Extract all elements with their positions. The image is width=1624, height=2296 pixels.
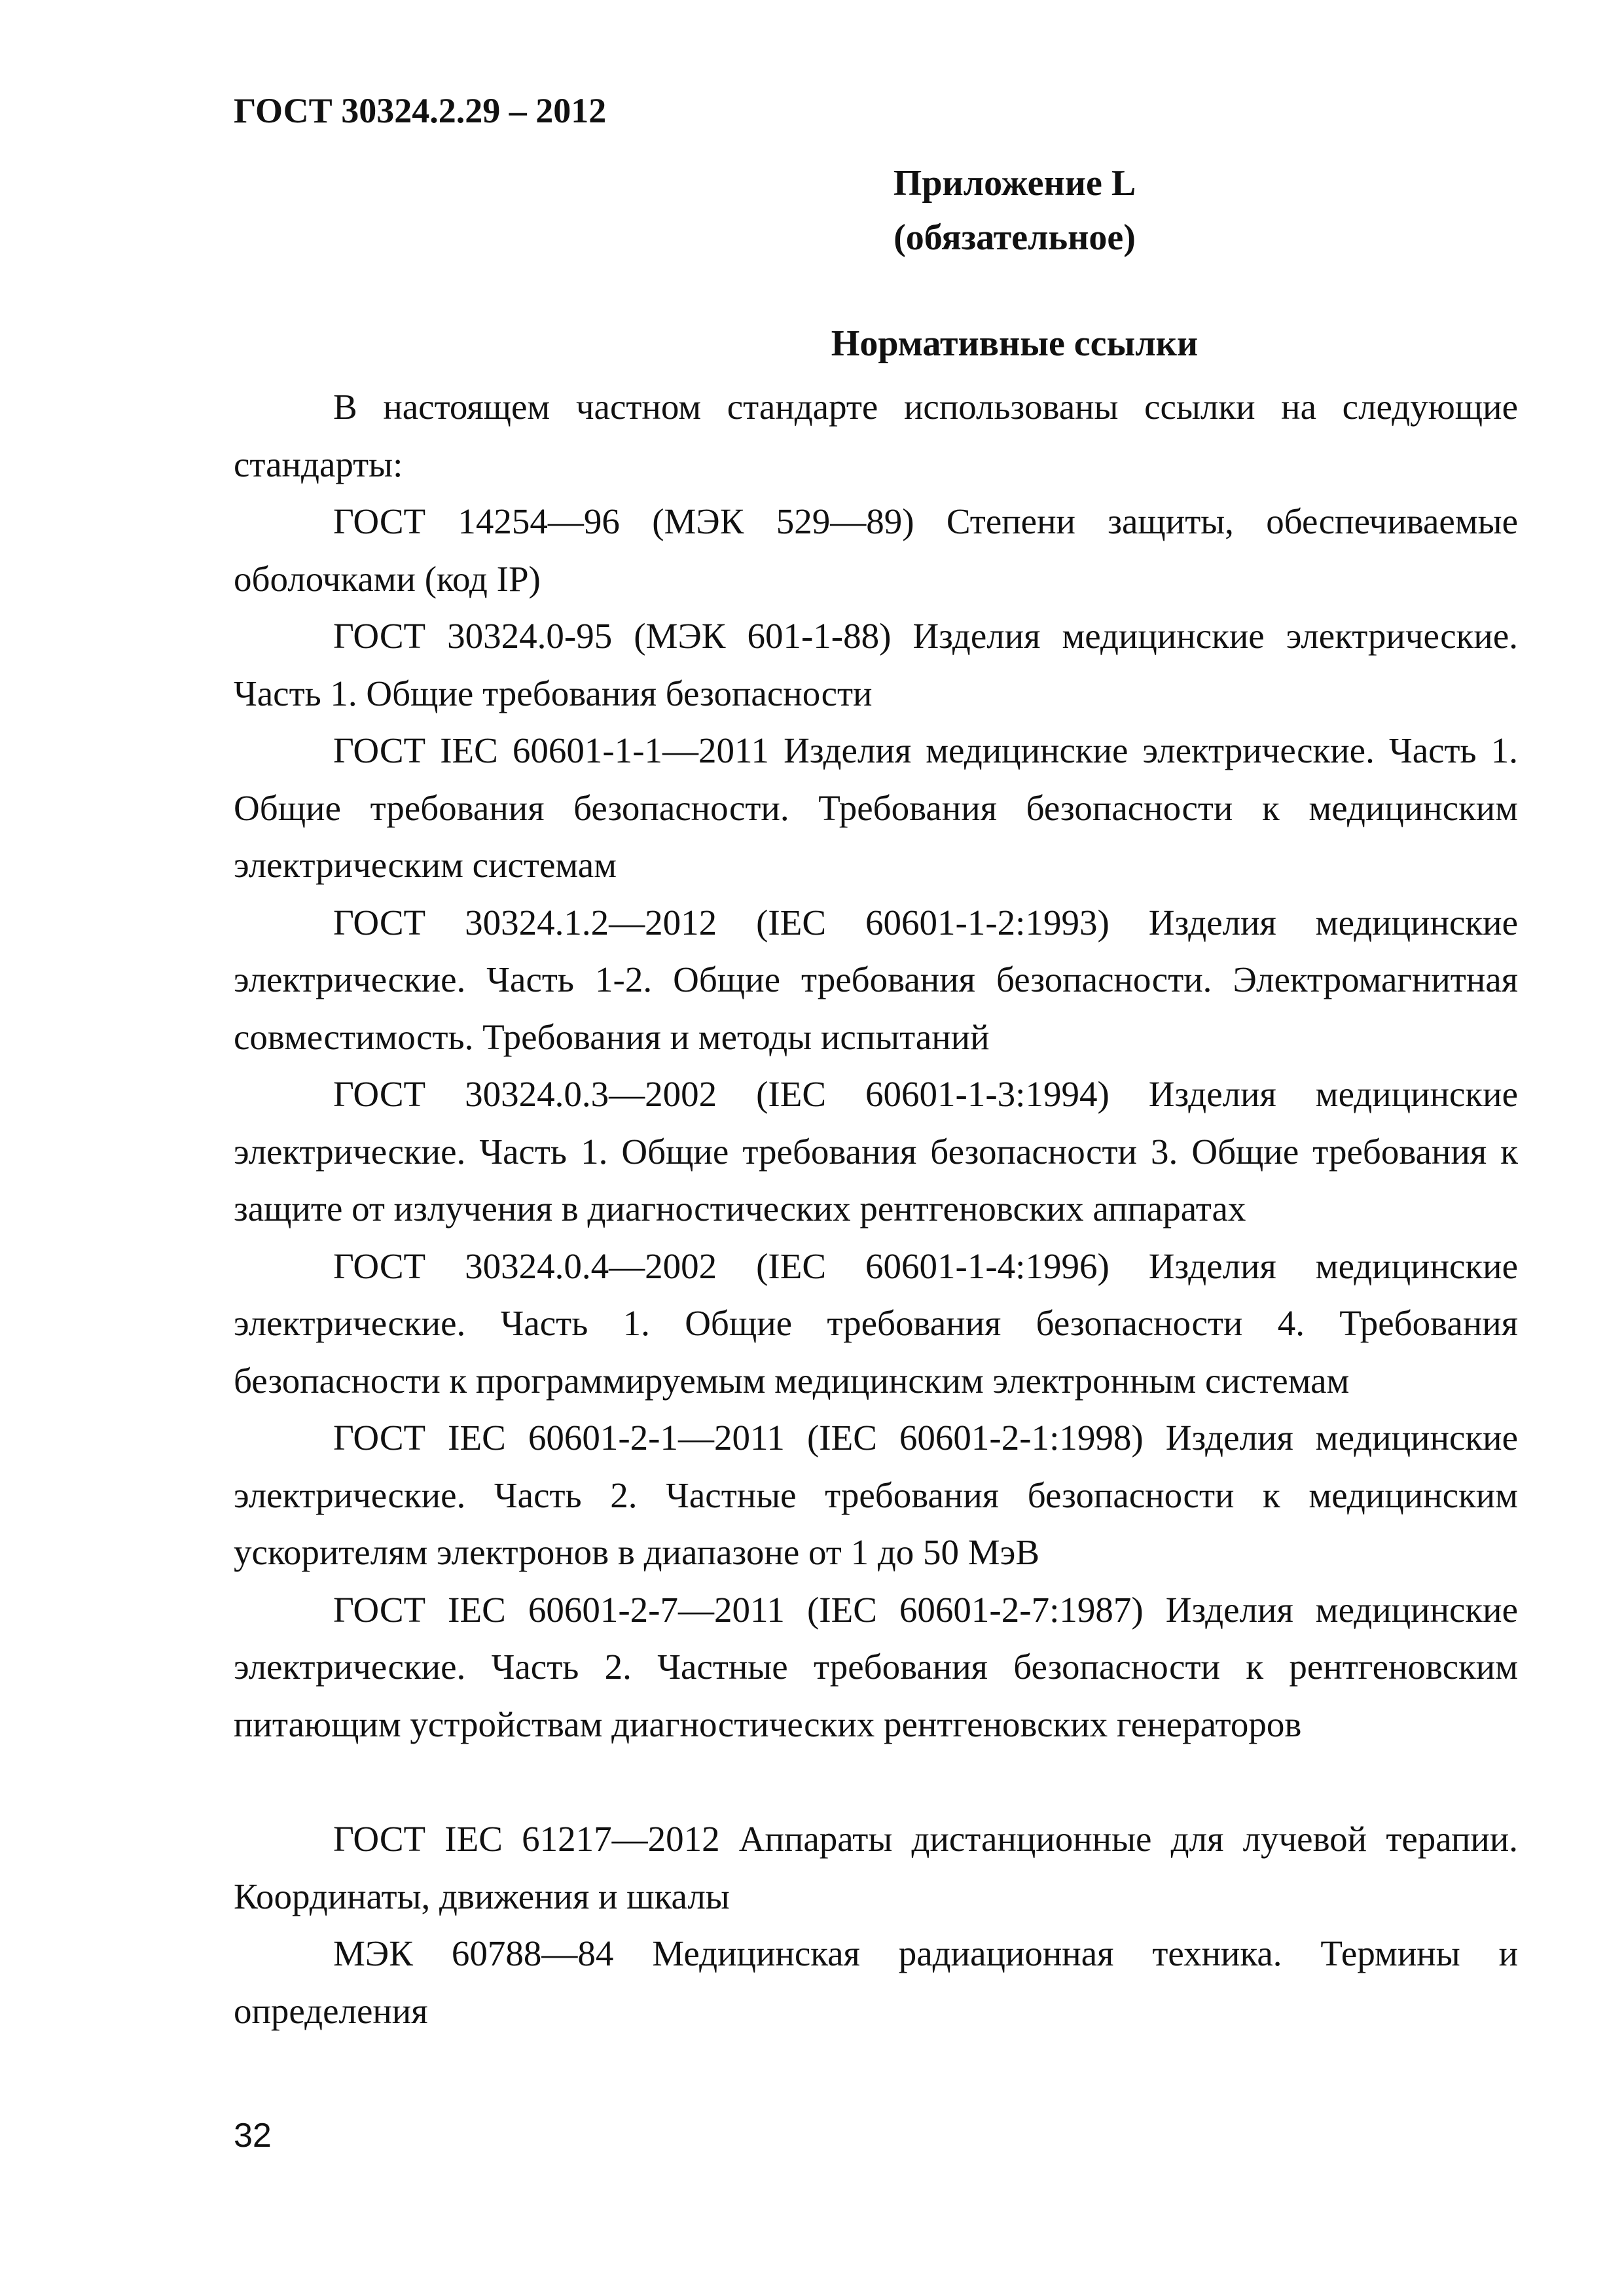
reference-iec-60788: МЭК 60788—84 Медицинская радиационная техника. Термины и определения [234,1933,1518,2031]
reference-gost-30324-0-4: ГОСТ 30324.0.4—2002 (IEC 60601-1-4:1996) Изделия медицинские электрические. Часть 1. Общие требования безопасности 4. Требования безопасности к программируемым медицинским электронным системам [234,1246,1518,1401]
reference-gost-30324-0-3: ГОСТ 30324.0.3—2002 (IEC 60601-1-3:1994) Изделия медицинские электрические. Часть 1. Общие требования безопасности 3. Общие требования к защите от излучения в диагностических рентгеновских аппаратах [234,1074,1518,1229]
reference-gost-30324-0: ГОСТ 30324.0-95 (МЭК 601-1-88) Изделия медицинские электрические. Часть 1. Общие требования безопасности [234,616,1518,713]
references-body [234,378,1518,2039]
section-title: Нормативные ссылки [831,323,1199,364]
reference-gost-iec-61217: ГОСТ IEC 61217—2012 Аппараты дистанционные для лучевой терапии. Координаты, движения и шкалы [234,1819,1518,1916]
reference-gost-iec-60601-1-1: ГОСТ IEC 60601-1-1—2011 Изделия медицинские электрические. Часть 1. Общие требования безопасности. Требования безопасности к медицинским электрическим системам [234,730,1518,885]
document-number-header: ГОСТ 30324.2.29 – 2012 [234,91,607,130]
page-number: 32 [234,2117,272,2155]
reference-gost-iec-60601-2-1: ГОСТ IEC 60601-2-1—2011 (IEC 60601-2-1:1998) Изделия медицинские электрические. Часть 2. Частные требования безопасности к медицинским ускорителям электронов в диапазоне от 1 до 50 МэВ [234,1418,1518,1572]
appendix-status: (обязательное) [893,217,1136,258]
reference-gost-iec-60601-2-7: ГОСТ IEC 60601-2-7—2011 (IEC 60601-2-7:1987) Изделия медицинские электрические. Часть 2. Частные требования безопасности к рентгеновским питающим устройствам диагностических рентгеновских генераторов [234,1589,1518,1744]
intro-paragraph: В настоящем частном стандарте использованы ссылки на следующие стандарты: [234,387,1518,484]
reference-gost-30324-1-2: ГОСТ 30324.1.2—2012 (IEC 60601-1-2:1993) Изделия медицинские электрические. Часть 1-2. Общие требования безопасности. Электромагнитная совместимость. Требования и методы испытаний [234,902,1518,1057]
reference-gost-14254: ГОСТ 14254—96 (МЭК 529—89) Степени защиты, обеспечиваемые оболочками (код IP) [234,501,1518,599]
appendix-title: Приложение L [893,163,1136,204]
